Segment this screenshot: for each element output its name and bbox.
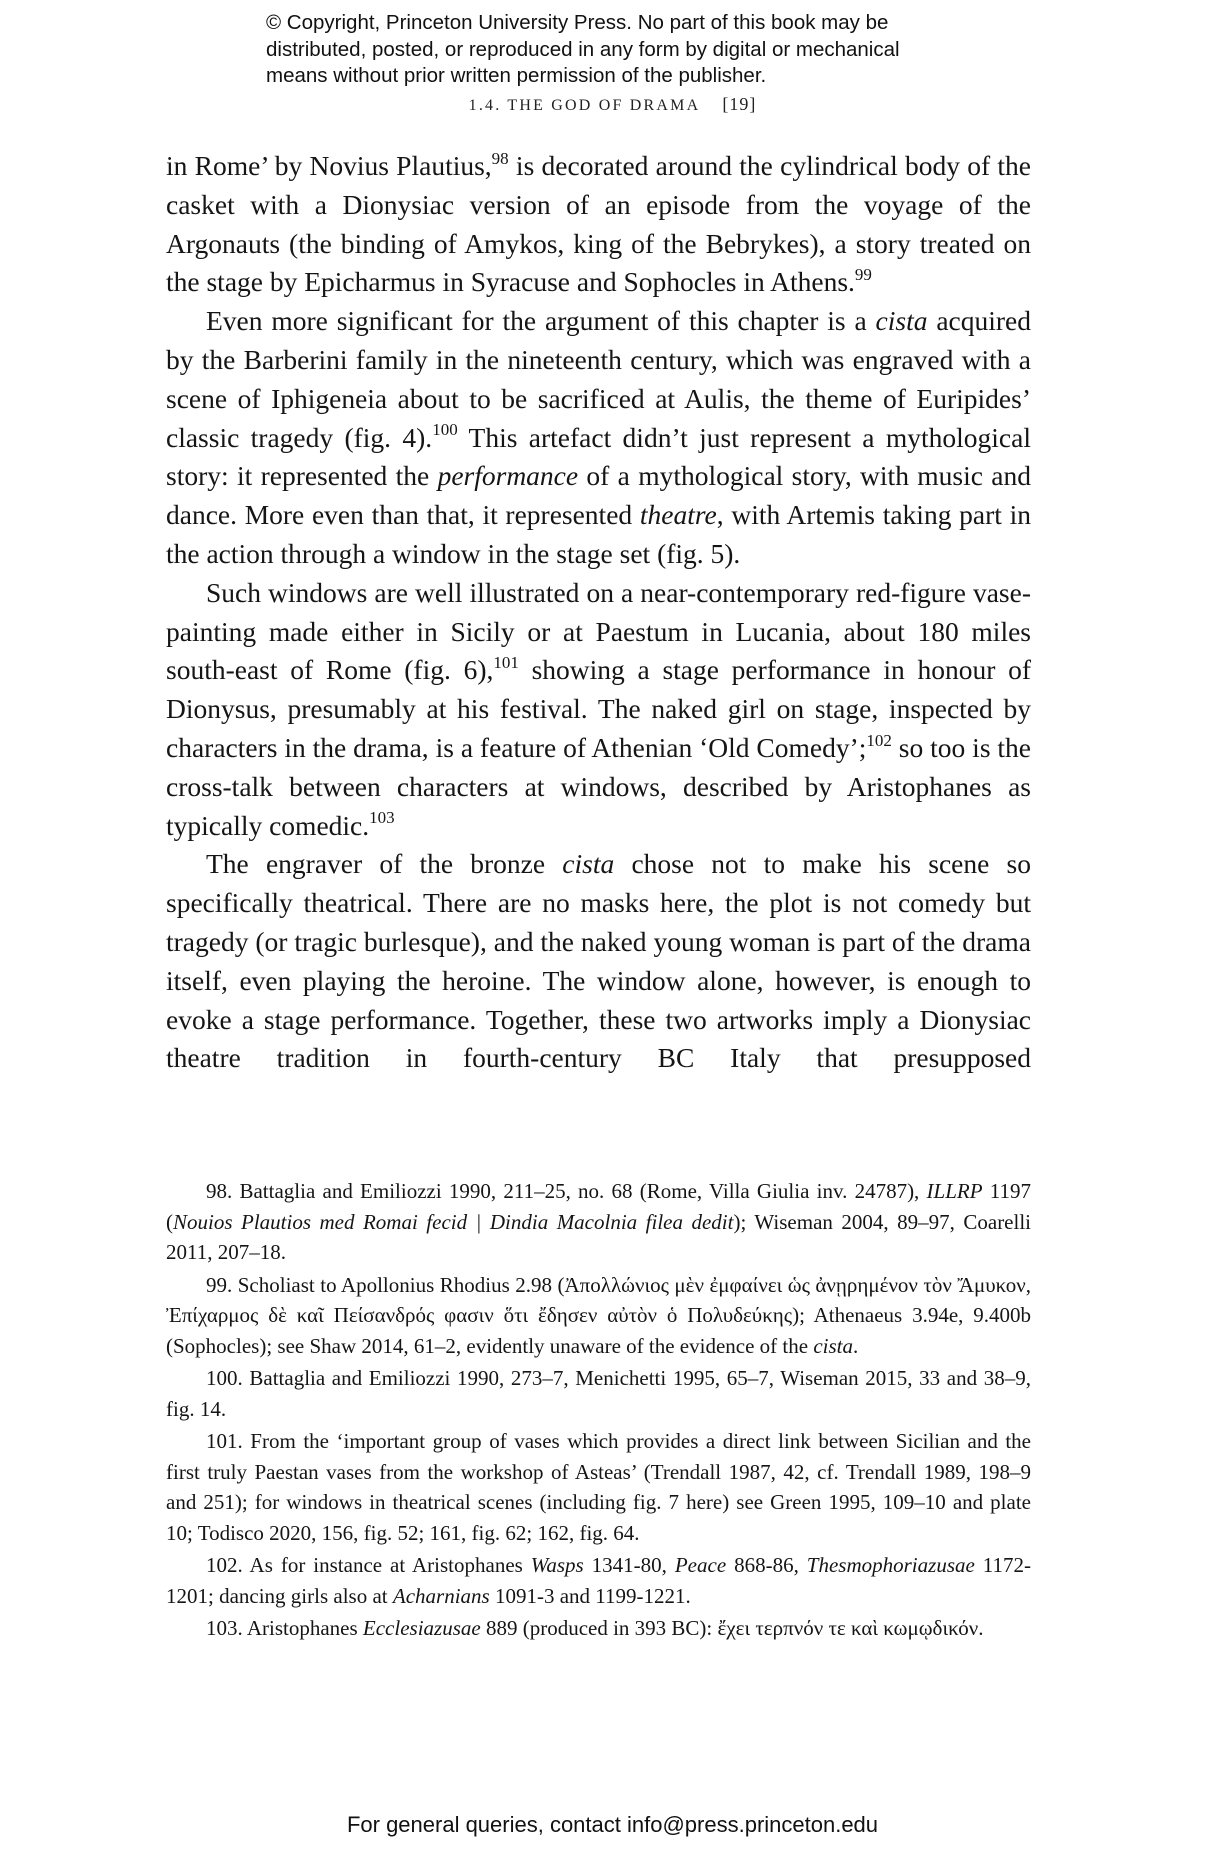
paragraph: [166, 574, 1031, 846]
italic-text: Wasps: [530, 1553, 584, 1577]
footnote-102: [166, 1550, 1031, 1611]
footnote-101: 101. From the ‘important group of vases which provides a direct link between Sicilian and the first truly Paestan vases from the workshop of Asteas’ (Trendall 1987, 42, cf. Trendall 1989, 198–9 and 251); for windows in theatrical scenes (including fig. 7 here) see Green 1995, 109–10 and plate 10; Todisco 2020, 156, fig. 52; 161, fig. 62; 162, fig. 64.: [166, 1429, 1031, 1545]
italic-text: Thesmophoriazusae: [806, 1553, 975, 1577]
footnote-ref: 103: [369, 808, 395, 828]
copyright-line: means without prior written permission of the publisher.: [266, 64, 767, 87]
text-run: ); Wiseman 2004, 89–97, Coarelli 2011, 207–18.: [166, 1209, 1032, 1264]
footnote-ref: 99: [854, 265, 872, 285]
footnote-99: [166, 1270, 1031, 1362]
text-run: 1341-80,: [583, 1553, 675, 1577]
copyright-line: © Copyright, Princeton University Press. No part of this book may be: [266, 11, 889, 34]
italic-text: Nouios Plautios med Romai fecid | Dindia Macolnia filea dedit: [173, 1209, 734, 1234]
text-run: 868-86,: [726, 1553, 807, 1577]
footnotes: [166, 1176, 1031, 1646]
running-head: [0, 94, 1225, 115]
footnote-ref: 101: [493, 653, 519, 673]
italic-text: cista: [562, 848, 615, 880]
body-text: [166, 147, 1031, 1078]
text-run: Such windows are well illustrated on a near-contemporary red-figure vase-painting made either in Sicily or at Paestum in Lucania, about 180 miles south-east of Rome (fig. 6),: [166, 576, 1031, 686]
text-run: 1197 (: [166, 1179, 1031, 1234]
copyright-notice: [266, 10, 1026, 90]
footnote-98: [166, 1176, 1031, 1268]
text-run: .: [852, 1333, 859, 1358]
italic-text: Peace: [674, 1553, 727, 1577]
text-run: 889 (produced in 393 BC): ἔχει τερπνόν τε καὶ κωμῳδικόν.: [480, 1616, 984, 1640]
contact-footer: For general queries, contact info@press.princeton.edu: [346, 1812, 879, 1837]
footnote-103: [166, 1613, 1031, 1644]
italic-text: performance: [437, 460, 579, 492]
text-run: Even more significant for the argument of this chapter is a: [206, 305, 876, 337]
italic-text: Acharnians: [392, 1583, 490, 1608]
italic-text: cista: [813, 1333, 853, 1358]
footnote-100: 100. Battaglia and Emiliozzi 1990, 273–7, Menichetti 1995, 65–7, Wiseman 2015, 33 and 38–9, fig. 14.: [166, 1366, 1031, 1421]
text-run: of a mythological story, with music and dance. More even than that, it represented: [166, 460, 1031, 531]
text-run: 99. Scholiast to Apollonius Rhodius 2.98 (Ἀπολλώνιος μὲν ἐμφαίνει ὡς ἀνῃρημένον τὸν Ἄμυκον, Ἐπίχαρμος δὲ καῖ Πείσανδρός φασιν ὅτι ἔδησεν αὐτὸν ὁ Πολυδεύκης); Athenaeus 3.94e, 9.400b (Sophocles); see Shaw 2014, 61–2, evidently unaware of the evidence of the: [166, 1272, 1031, 1358]
text-run: is decorated around the cylindrical body of the casket with a Dionysiac version of an episode from the voyage of the Argonauts (the binding of Amykos, king of the Bebrykes), a story treated on the stage by Epicharmus in Syracuse and Sophocles in Athens.: [166, 150, 1031, 298]
italic-text: Ecclesiazusae: [362, 1616, 481, 1640]
text-run: 102. As for instance at Aristophanes: [206, 1553, 531, 1577]
text-run: 1172-1201; dancing girls also at: [166, 1553, 1031, 1608]
text-run: chose not to make his scene so specifically theatrical. There are no masks here, the plot is not comedy but tragedy (or tragic burlesque), and the naked young woman is part of the drama itself, even playing the heroine. The window alone, however, is enough to evoke a stage performance. Together, these two artworks imply a Dionysiac theatre tradition in fourth-century BC Italy that presupposed: [166, 848, 1031, 1074]
paragraph: [166, 302, 1031, 574]
footnote-ref: 100: [432, 420, 458, 440]
text-run: The engraver of the bronze: [206, 848, 563, 880]
text-run: 1091-3 and 1199-1221.: [489, 1583, 691, 1608]
copyright-line: distributed, posted, or reproduced in any form by digital or mechanical: [266, 37, 900, 61]
footnote-ref: 102: [866, 730, 892, 750]
text-run: 98. Battaglia and Emiliozzi 1990, 211–25, no. 68 (Rome, Villa Giulia inv. 24787),: [206, 1179, 927, 1203]
text-run: , with Artemis taking part in the action through a window in the stage set (fig. 5).: [166, 499, 1031, 569]
text-run: 103. Aristophanes: [206, 1616, 363, 1640]
section-title: 1.4. THE GOD OF DRAMA: [468, 97, 701, 114]
footnote-ref: 98: [491, 148, 509, 168]
italic-text: theatre: [639, 499, 717, 531]
paragraph: [166, 147, 1031, 302]
text-run: in Rome’ by Novius Plautius,: [166, 150, 492, 181]
text-run: showing a stage performance in honour of Dionysus, presumably at his festival. The naked girl on stage, inspected by characters in the drama, is a feature of Athenian ‘Old Comedy’;: [166, 654, 1032, 763]
text-run: This artefact didn’t just represent a mythological story: it represented the: [166, 421, 1031, 492]
page-number: [19]: [722, 94, 757, 114]
text-run: so too is the cross-talk between characters at windows, described by Aristophanes as typically comedic.: [166, 731, 1032, 841]
paragraph: [166, 845, 1031, 1078]
text-run: acquired by the Barberini family in the nineteenth century, which was engraved with a scene of Iphigeneia about to be sacrificed at Aulis, the theme of Euripides’ classic tragedy (fig. 4).: [166, 305, 1031, 453]
italic-text: ILLRP: [926, 1179, 983, 1203]
italic-text: cista: [875, 305, 928, 337]
